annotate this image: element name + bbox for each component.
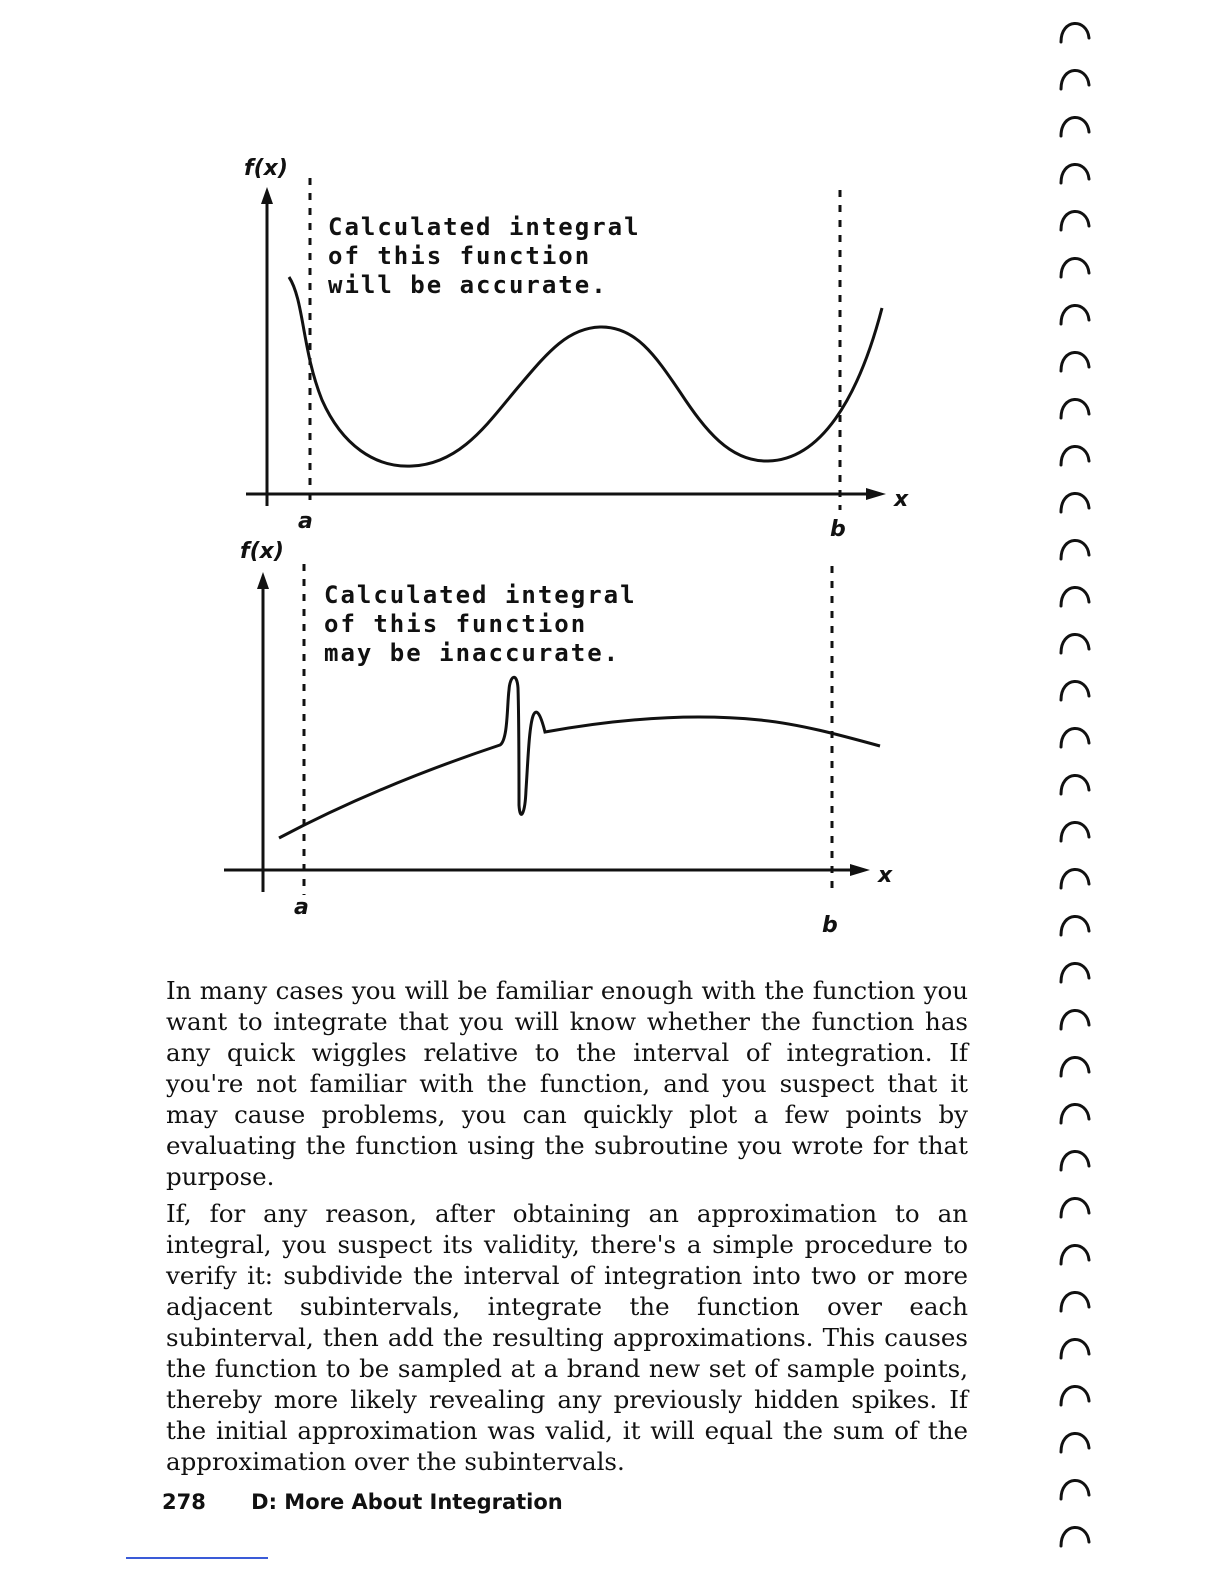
- bottom-caption-line-3: may be inaccurate.: [324, 639, 621, 667]
- binding-ring: [1061, 164, 1089, 183]
- binding-ring: [1061, 305, 1089, 324]
- body-paragraph-1: In many cases you will be familiar enough with the function you want to integrate that you will know whether the function has any quick wiggles relative to the interval of integration. If you're not familiar with the function, and you suspect that it may cause problems, you can quickly plot a few points by evaluating the function using the subroutine you wrote for that purpose.: [166, 976, 968, 1191]
- bottom-divider: [126, 1557, 268, 1559]
- bottom-caption-line-2: of this function: [324, 610, 588, 638]
- figure-bottom: [224, 539, 893, 938]
- top-function-curve: [289, 277, 882, 466]
- binding-ring: [1061, 258, 1089, 277]
- binding-ring: [1061, 1198, 1089, 1217]
- section-title: D: More About Integration: [251, 1490, 563, 1514]
- binding-ring: [1061, 1104, 1089, 1123]
- bottom-y-axis-label: f(x): [240, 539, 284, 564]
- binding-ring: [1061, 728, 1089, 747]
- binding-ring: [1061, 681, 1089, 700]
- top-caption-line-2: of this function: [328, 242, 592, 270]
- binding-ring: [1061, 775, 1089, 794]
- binding-ring: [1061, 1245, 1089, 1264]
- binding-ring: [1061, 211, 1089, 230]
- binding-ring: [1061, 493, 1089, 512]
- binding-ring: [1061, 1527, 1089, 1546]
- binding-ring: [1061, 587, 1089, 606]
- binding-ring: [1061, 634, 1089, 653]
- binding-ring: [1061, 916, 1089, 935]
- page-footer: [162, 1490, 563, 1514]
- body-paragraph-2: If, for any reason, after obtaining an approximation to an integral, you suspect its validity, there's a simple procedure to verify it: subdivide the interval of integration into two or more adjacent subintervals, integrate the function over each subinterval, then add the resulting approximations. This causes the function to be sampled at a brand new set of sample points, thereby more likely revealing any previously hidden spikes. If the initial approximation was valid, it will equal the sum of the approximation over the subintervals.: [166, 1199, 968, 1476]
- binding-ring: [1061, 869, 1089, 888]
- bottom-b-label: b: [822, 913, 838, 938]
- binding-ring: [1061, 1010, 1089, 1029]
- bottom-x-axis-arrow: [850, 864, 870, 876]
- top-y-axis-label: f(x): [244, 156, 288, 181]
- binding-ring: [1061, 1057, 1089, 1076]
- binding-ring: [1061, 399, 1089, 418]
- binding-ring: [1061, 1480, 1089, 1499]
- binding-ring: [1061, 352, 1089, 371]
- binding-ring: [1061, 963, 1089, 982]
- top-caption-line-3: will be accurate.: [328, 271, 608, 299]
- figure-top: [244, 156, 909, 542]
- binding-ring: [1061, 1339, 1089, 1358]
- bottom-y-axis-arrow: [257, 572, 269, 589]
- bottom-caption-line-1: Calculated integral: [324, 581, 637, 609]
- binding-ring: [1061, 446, 1089, 465]
- top-x-axis-label: x: [894, 487, 909, 512]
- top-y-axis-arrow: [261, 187, 273, 204]
- binding-ring: [1061, 70, 1089, 89]
- top-a-label: a: [298, 509, 313, 534]
- bottom-function-curve: [279, 677, 880, 838]
- top-b-label: b: [830, 517, 846, 542]
- spiral-binding: [1061, 23, 1089, 1546]
- binding-ring: [1061, 117, 1089, 136]
- top-caption-line-1: Calculated integral: [328, 213, 641, 241]
- binding-ring: [1061, 1292, 1089, 1311]
- top-x-axis-arrow: [866, 488, 886, 500]
- page-number: 278: [162, 1490, 206, 1514]
- binding-ring: [1061, 822, 1089, 841]
- binding-ring: [1061, 1151, 1089, 1170]
- binding-ring: [1061, 1386, 1089, 1405]
- binding-ring: [1061, 1433, 1089, 1452]
- binding-ring: [1061, 540, 1089, 559]
- bottom-a-label: a: [294, 895, 309, 920]
- bottom-x-axis-label: x: [878, 863, 893, 888]
- binding-ring: [1061, 23, 1089, 42]
